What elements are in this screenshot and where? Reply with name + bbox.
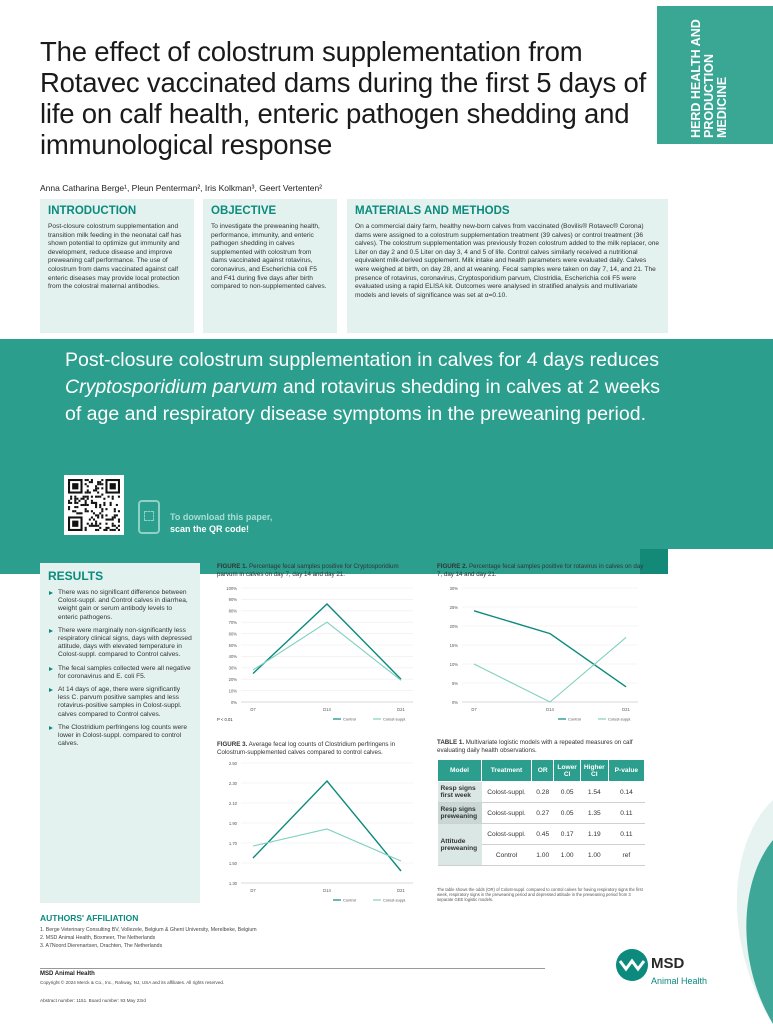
- introduction-box: [40, 199, 194, 333]
- figure-2-chart: [436, 582, 648, 724]
- x-tick-label: D21: [397, 888, 405, 893]
- x-tick-label: D7: [250, 888, 256, 893]
- series-line-control: [253, 781, 401, 871]
- key-message-italic: Cryptosporidium parvum: [65, 376, 278, 398]
- table-cell: 1.00: [554, 845, 580, 866]
- affiliation-line: 3. A7Noord Dierenartsen, Drachten, The Netherlands: [40, 943, 163, 949]
- figure-2-label: FIGURE 2.: [437, 563, 468, 570]
- results-item: At 14 days of age, there were significantly less C. parvum positive samples and less rotavirus-positive samples in Colost-suppl. calves compared to Control calves.: [48, 686, 192, 719]
- results-item: There was no significant difference between Colost-suppl. and Control calves in diarrhea, weight gain or serum antibody levels to enteric pathogens.: [48, 589, 192, 622]
- objective-box: [203, 199, 337, 333]
- y-tick-label: 60%: [228, 631, 237, 637]
- table-note: The table shows the odds (OR) of Colost-suppl. compared to control calves for having respiratory signs the first week, respiratory signs in the preweaning period and depressed attitude in the preweaning period from 3 separate GEE logistic models.: [437, 887, 643, 902]
- table-header: Treatment: [482, 760, 532, 782]
- y-tick-label: 15%: [449, 642, 458, 648]
- objective-heading: OBJECTIVE: [211, 205, 277, 217]
- table-cell: 1.19: [580, 824, 608, 845]
- x-tick-label: D7: [250, 707, 256, 712]
- legend-label: Colost-suppl.: [383, 716, 407, 722]
- y-tick-label: 0%: [230, 699, 237, 705]
- materials-text: On a commercial dairy farm, healthy new-born calves from vaccinated (Bovilis® Rotavec® Corona) dams were assigned to a colostrum supplementation treatment (39 calves) or control treatment (36 calves). The colostrum supplementation was previously frozen colostrum added to the milk replacer, one Liter on day 2 and 0.5 Liter on day 3, 4 and 5 of life. Control calves similarly received a nutritional equivalent milk-derived supplement. Milk intake and health parameters were evaluated daily. Calves were weighed at birth, on day 28, and at weaning. Fecal samples were taken on day 7, 14, and 21. The presence of rotavirus, coronavirus, Cryptosporidium parvum, Clostridia, Escherichia coli F5 were evaluated using a rapid ELISA kit. Outcomes were analysed in stratified analysis and multivariate models and levels of significance was set at α=0.10.: [355, 223, 660, 299]
- figure-3-label: FIGURE 3.: [217, 741, 248, 748]
- table-cell: 1.00: [580, 845, 608, 866]
- figure-2-text: Percentage fecal samples positive for rotavirus in calves on day 7, day 14 and day 21.: [437, 563, 644, 578]
- x-tick-label: D7: [471, 707, 477, 712]
- author-list: Anna Catharina Berge¹, Pleun Penterman², Iris Kolkman³, Geert Vertenten²: [40, 183, 323, 193]
- y-tick-label: 10%: [449, 661, 458, 667]
- legend-label: Control: [343, 897, 356, 903]
- scan-frame-icon: [144, 511, 154, 521]
- introduction-heading: INTRODUCTION: [48, 205, 137, 217]
- y-tick-label: 40%: [228, 654, 237, 660]
- figure-3-chart: [215, 757, 423, 905]
- section-tab-label: HERD HEALTH AND PRODUCTION MEDICINE: [689, 19, 729, 138]
- x-tick-label: D21: [397, 707, 405, 712]
- table-cell: ref: [608, 845, 644, 866]
- table-cell-model: Resp signs preweaning: [438, 803, 482, 824]
- y-tick-label: 25%: [449, 604, 458, 610]
- y-tick-label: 20%: [228, 677, 237, 682]
- y-tick-label: 70%: [228, 620, 237, 625]
- table-header: Lower CI: [554, 760, 580, 782]
- results-table: [437, 759, 645, 866]
- y-tick-label: 2.10: [228, 800, 237, 806]
- introduction-text: Post-closure colostrum supplementation and transition milk feeding in the neonatal calf has shown potential to optimize gut immunity and development, reduce disease and improve preweaning calf performance. The use of colostrum from dams vaccinated against calf enteric diseases may provide local protection from the colostral maternal antibodies.: [48, 223, 182, 291]
- results-heading: RESULTS: [48, 569, 104, 583]
- table-1-label: TABLE 1.: [437, 739, 465, 746]
- table-row: [438, 824, 645, 845]
- figure-1-text: Percentage fecal samples positive for Cryptosporidium parvum in calves on day 7, day 14 and day 21.: [217, 563, 399, 578]
- table-cell: 0.05: [554, 782, 580, 803]
- table-cell: Colost-suppl.: [482, 803, 532, 824]
- y-tick-label: 1.30: [228, 880, 237, 886]
- x-tick-label: D21: [622, 707, 630, 712]
- materials-heading: MATERIALS AND METHODS: [355, 205, 510, 217]
- table-row: [438, 782, 645, 803]
- materials-box: [347, 199, 668, 333]
- table-row: [438, 803, 645, 824]
- y-tick-label: 80%: [228, 608, 237, 614]
- footer-divider: [40, 968, 545, 969]
- msd-logo-subtext: Animal Health: [651, 976, 708, 986]
- y-tick-label: 2.50: [228, 760, 237, 766]
- table-cell: Colost-suppl.: [482, 824, 532, 845]
- figure-2-caption: [437, 563, 647, 578]
- affiliations: [40, 913, 360, 950]
- qr-code[interactable]: [64, 475, 124, 535]
- y-tick-label: 1.50: [228, 860, 237, 866]
- table-cell: Control: [482, 845, 532, 866]
- y-tick-label: 5%: [451, 680, 458, 686]
- y-tick-label: 0%: [451, 699, 458, 705]
- y-tick-label: 90%: [228, 597, 237, 603]
- figure-1-chart: [215, 582, 423, 724]
- y-tick-label: 30%: [228, 665, 237, 671]
- table-1-text: Multivariate logistic models with a repeated measures on calf evaluating daily health observations.: [437, 739, 633, 754]
- legend-label: Control: [343, 716, 356, 722]
- results-box: [40, 563, 200, 903]
- y-tick-label: 100%: [226, 585, 237, 591]
- key-message: [65, 347, 665, 428]
- results-item: The Clostridium perfringens log counts were lower in Colost-suppl. compared to control calves.: [48, 724, 192, 749]
- y-tick-label: 1.90: [228, 820, 237, 826]
- table-header: OR: [532, 760, 554, 782]
- table-cell: 0.11: [608, 824, 644, 845]
- table-cell: 0.17: [554, 824, 580, 845]
- table-cell: 0.11: [608, 803, 644, 824]
- footer-company: MSD Animal Health: [40, 971, 95, 977]
- download-line-1: To download this paper,: [170, 512, 273, 522]
- table-cell: Colost-suppl.: [482, 782, 532, 803]
- legend-label: Control: [568, 716, 581, 722]
- table-header: Higher CI: [580, 760, 608, 782]
- table-cell-model: Resp signs first week: [438, 782, 482, 803]
- key-message-part1: Post-closure colostrum supplementation in calves for 4 days reduces: [65, 349, 659, 371]
- table-cell: 1.35: [580, 803, 608, 824]
- affiliation-line: 2. MSD Animal Health, Boxmeer, The Netherlands: [40, 935, 156, 941]
- y-tick-label: 20%: [449, 623, 458, 629]
- y-tick-label: 50%: [228, 642, 237, 648]
- figure-3-caption: [217, 741, 417, 756]
- table-header: Model: [438, 760, 482, 782]
- table-cell: 1.54: [580, 782, 608, 803]
- figure-1-label: FIGURE 1.: [217, 563, 248, 570]
- poster-title: The effect of colostrum supplementation from Rotavec vaccinated dams during the first 5 days of life on calf health, enteric pathogen shedding and immunological response: [40, 36, 647, 160]
- table-cell: 0.27: [532, 803, 554, 824]
- objective-text: To investigate the preweaning health, performance, immunity, and enteric pathogen shedding in calves supplemented with colostrum from dams vaccinated against rotavirus, coronavirus, and Escherichia coli F5 and F41 during five days after birth compared to non-supplemented calves.: [211, 223, 327, 291]
- figure-1-note: P < 0.01: [217, 717, 233, 722]
- series-line-colost-suppl-: [253, 622, 401, 680]
- y-tick-label: 1.70: [228, 840, 237, 846]
- y-tick-label: 30%: [449, 585, 458, 591]
- legend-label: Colost-suppl.: [383, 897, 407, 903]
- footer-copyright: Copyright © 2024 Merck & Co., Inc., Rahway, NJ, USA and its affiliates. All rights reserved.: [40, 980, 225, 985]
- results-item: There were marginally non-significantly less respiratory clinical signs, days with depressed attitude, days with elevated temperature in Colost-suppl. compared to Control calves.: [48, 627, 192, 660]
- table-header: P-value: [608, 760, 644, 782]
- table-1-caption: [437, 739, 647, 754]
- table-cell: 0.28: [532, 782, 554, 803]
- download-line-2: scan the QR code!: [170, 524, 250, 534]
- msd-logo-text: MSD: [651, 955, 685, 972]
- y-tick-label: 10%: [228, 688, 237, 694]
- qr-code-pattern: [68, 479, 120, 531]
- figure-3-text: Average fecal log counts of Clostridium perfringens in Colostrum-supplemented calves compared to control calves.: [217, 741, 396, 756]
- x-tick-label: D14: [323, 707, 331, 712]
- legend-label: Colost-suppl.: [608, 716, 632, 722]
- affiliations-heading: AUTHORS' AFFILIATION: [40, 913, 139, 923]
- footer-abstract: Abstract number: 1151. Board number: 93 May 23rd: [40, 998, 146, 1003]
- table-cell: 0.45: [532, 824, 554, 845]
- figure-1-caption: [217, 563, 417, 578]
- results-item: The fecal samples collected were all negative for coronavirus and E. coli F5.: [48, 665, 192, 681]
- table-cell-model: Attitude preweaning: [438, 824, 482, 866]
- results-list: [48, 589, 192, 748]
- affiliation-line: 1. Berge Veterinary Consulting BV, Vollezele, Belgium & Ghent University, Merelbeke, Belgium: [40, 927, 257, 933]
- table-cell: 1.00: [532, 845, 554, 866]
- table-header-row: [438, 760, 645, 782]
- x-tick-label: D14: [546, 707, 554, 712]
- series-line-colost-suppl-: [474, 637, 626, 702]
- key-message-part2: and rotavirus shedding in calves at 2 weeks of age and respiratory disease symptoms in the preweaning period.: [65, 376, 661, 425]
- x-tick-label: D14: [323, 888, 331, 893]
- table-cell: 0.14: [608, 782, 644, 803]
- table-cell: 0.05: [554, 803, 580, 824]
- y-tick-label: 2.30: [228, 780, 237, 786]
